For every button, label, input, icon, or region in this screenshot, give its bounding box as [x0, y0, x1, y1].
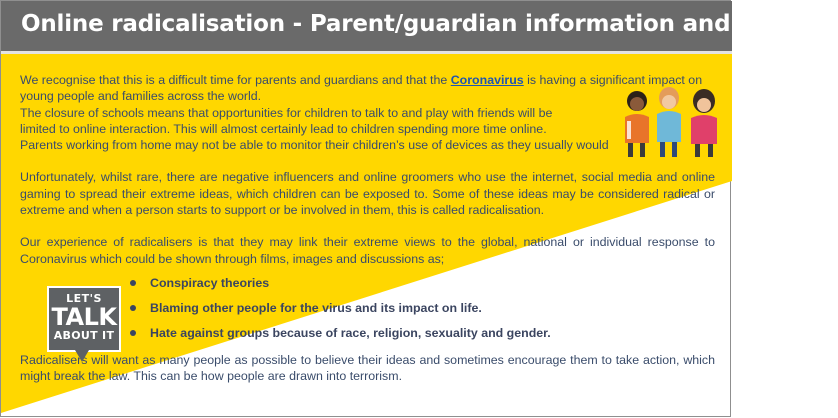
intro-paragraph	[20, 72, 715, 153]
list-item: Hate against groups because of race, religion, sexuality and gender.	[130, 321, 715, 346]
intro-line-5: Parents working from home may not be able to monitor their children’s use of devices as they usually would	[20, 138, 609, 153]
badge-line-1: LET'S	[66, 292, 102, 305]
intro-line-1: We recognise that this is a difficult time for parents and guardians and that the Coronavirus is having a significant impact on	[20, 73, 703, 87]
lets-talk-badge	[47, 286, 121, 352]
list-item: Blaming other people for the virus and its impact on life.	[130, 296, 715, 321]
intro-line-3: The closure of schools means that opportunities for children to talk to and play with friends will be	[20, 105, 553, 120]
main-content	[20, 72, 715, 385]
groomers-paragraph: Unfortunately, whilst rare, there are negative influencers and online groomers who use the internet, social media and online gaming to spread their extreme ideas, which children can be exposed to. Some of these ideas may be considered radical or extreme and when a person starts to support or be involved in them, this is called radicalisation.	[20, 170, 715, 218]
closing-paragraph: Radicalisers will want as many people as possible to believe their ideas and sometimes encourage them to take action, which might break the law. This can be how people are drawn into terrorism.	[20, 352, 715, 384]
list-item: Conspiracy theories	[130, 271, 715, 296]
warning-list	[20, 271, 715, 346]
speech-bubble-icon	[75, 350, 89, 362]
intro-line-4: limited to online interaction. This will almost certainly lead to children spending more time online.	[20, 121, 547, 136]
radicalisers-paragraph: Our experience of radicalisers is that they may link their extreme views to the global, national or individual response to Coronavirus which could be shown through films, images and discussions as;	[20, 235, 715, 266]
bullet-icon	[130, 330, 136, 336]
coronavirus-link[interactable]: Coronavirus	[450, 73, 524, 87]
badge-line-2: TALK	[51, 303, 117, 331]
title-bar	[1, 1, 838, 54]
bullet-icon	[130, 280, 136, 286]
page-title: Online radicalisation - Parent/guardian information and support	[21, 11, 838, 37]
people-illustration-icon	[619, 87, 725, 157]
badge-line-3: ABOUT IT	[53, 329, 115, 342]
intro-line-2: young people and families across the world.	[20, 89, 262, 104]
bullet-icon	[130, 305, 136, 311]
